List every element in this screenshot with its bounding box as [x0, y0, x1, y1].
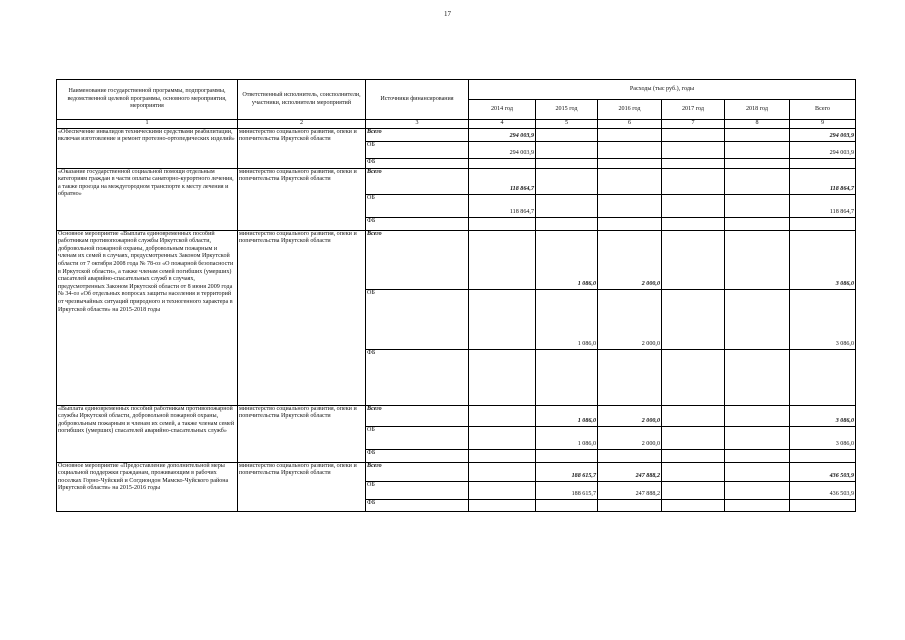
- header-source: Источники финансирования: [366, 80, 469, 120]
- fb-amount-cell: [725, 349, 790, 405]
- total-amount-cell: 294 003,9: [790, 128, 856, 141]
- funding-source-total: Всего: [366, 462, 469, 481]
- ob-amount-cell: 247 888,2: [598, 481, 662, 499]
- column-number: 3: [366, 120, 469, 129]
- header-executor: Ответственный исполнитель, соисполнители, участники, исполнители мероприятий: [238, 80, 366, 120]
- funding-source-total: Всего: [366, 168, 469, 194]
- fb-amount-cell: [598, 449, 662, 462]
- column-number: 1: [57, 120, 238, 129]
- total-amount-cell: [725, 405, 790, 426]
- fb-amount-cell: [536, 158, 598, 168]
- executor: министерство социального развития, опеки и попечительства Иркутской области: [238, 462, 366, 511]
- fb-amount-cell: [469, 449, 536, 462]
- fb-amount-cell: [469, 158, 536, 168]
- total-amount-cell: [662, 168, 725, 194]
- ob-amount-cell: [662, 289, 725, 349]
- fb-amount-cell: [598, 499, 662, 511]
- total-amount-cell: 3 086,0: [790, 230, 856, 289]
- fb-amount-cell: [598, 158, 662, 168]
- ob-amount-cell: 294 003,9: [790, 141, 856, 158]
- funding-source-fb: ФБ: [366, 349, 469, 405]
- fb-amount-cell: [725, 217, 790, 230]
- header-year: 2018 год: [725, 100, 790, 120]
- ob-amount-cell: 1 086,0: [536, 426, 598, 449]
- fb-amount-cell: [469, 217, 536, 230]
- total-amount-cell: [662, 462, 725, 481]
- total-amount-cell: [725, 462, 790, 481]
- fb-amount-cell: [790, 217, 856, 230]
- table-row: [57, 168, 856, 194]
- total-amount-cell: [469, 230, 536, 289]
- activity-name: «Обеспечение инвалидов техническими средствами реабилитации, включая изготовление и ремонт протезно-ортопедических изделий»: [57, 128, 238, 168]
- ob-amount-cell: [662, 141, 725, 158]
- total-amount-cell: 1 086,0: [536, 405, 598, 426]
- header-year: 2016 год: [598, 100, 662, 120]
- financing-table: [56, 79, 856, 512]
- total-amount-cell: 1 086,0: [536, 230, 598, 289]
- fb-amount-cell: [536, 449, 598, 462]
- activity-name: Основное мероприятие «Выплата единовременных пособий работникам противопожарной службы Иркутской области, добровольной пожарной охраны, добровольным пожарным и членам их семей в случаях, предусмотренных Законом Иркутской области от 7 октября 2008 года № 78-оз «О пожарной безопасности в Иркутской области», а также членам семей погибших (умерших) спасателей аварийно-спасательных служб в случаях, предусмотренных Законом Иркутской области от 8 июня 2009 года № 34-оз «Об отдельных вопросах защиты населения и территорий от чрезвычайных ситуаций природного и техногенного характера в Иркутской области» на 2015-2018 годы: [57, 230, 238, 405]
- ob-amount-cell: [725, 289, 790, 349]
- ob-amount-cell: [536, 141, 598, 158]
- funding-source-fb: ФБ: [366, 449, 469, 462]
- header-year: 2017 год: [662, 100, 725, 120]
- ob-amount-cell: 294 003,9: [469, 141, 536, 158]
- fb-amount-cell: [662, 349, 725, 405]
- total-amount-cell: [725, 168, 790, 194]
- fb-amount-cell: [536, 217, 598, 230]
- ob-amount-cell: 188 615,7: [536, 481, 598, 499]
- total-amount-cell: [662, 405, 725, 426]
- ob-amount-cell: [725, 481, 790, 499]
- total-amount-cell: [598, 128, 662, 141]
- total-amount-cell: 2 000,0: [598, 230, 662, 289]
- fb-amount-cell: [662, 158, 725, 168]
- total-amount-cell: [536, 128, 598, 141]
- fb-amount-cell: [536, 499, 598, 511]
- column-number: 6: [598, 120, 662, 129]
- ob-amount-cell: 3 086,0: [790, 426, 856, 449]
- page-number: 17: [444, 10, 451, 18]
- fb-amount-cell: [790, 449, 856, 462]
- ob-amount-cell: [598, 141, 662, 158]
- ob-amount-cell: 118 864,7: [790, 194, 856, 217]
- column-number: 5: [536, 120, 598, 129]
- total-amount-cell: 3 086,0: [790, 405, 856, 426]
- ob-amount-cell: [662, 194, 725, 217]
- column-number: 8: [725, 120, 790, 129]
- header-year: 2014 год: [469, 100, 536, 120]
- total-amount-cell: 436 503,9: [790, 462, 856, 481]
- total-amount-cell: 2 000,0: [598, 405, 662, 426]
- executor: министерство социального развития, опеки и попечительства Иркутской области: [238, 128, 366, 168]
- ob-amount-cell: [662, 426, 725, 449]
- activity-name: «Выплата единовременных пособий работникам противопожарной службы Иркутской области, добровольной пожарной охраны, добровольным пожарным и членам их семей, а также членам семей погибших (умерших) спасателей аварийно-спасательных служб»: [57, 405, 238, 462]
- column-number: 9: [790, 120, 856, 129]
- executor: министерство социального развития, опеки и попечительства Иркутской области: [238, 230, 366, 405]
- total-amount-cell: 118 864,7: [790, 168, 856, 194]
- ob-amount-cell: [725, 194, 790, 217]
- table-row: [57, 405, 856, 426]
- fb-amount-cell: [790, 158, 856, 168]
- executor: министерство социального развития, опеки и попечительства Иркутской области: [238, 405, 366, 462]
- total-amount-cell: [662, 128, 725, 141]
- ob-amount-cell: [469, 481, 536, 499]
- header-expenses: Расходы (тыс руб.), годы: [469, 80, 856, 100]
- funding-source-ob: ОБ: [366, 194, 469, 217]
- funding-source-total: Всего: [366, 405, 469, 426]
- fb-amount-cell: [790, 349, 856, 405]
- column-number: 4: [469, 120, 536, 129]
- fb-amount-cell: [469, 499, 536, 511]
- ob-amount-cell: [725, 426, 790, 449]
- activity-name: «Оказание государственной социальной помощи отдельным категориям граждан в части оплаты санаторно-курортного лечения, а также проезда на междугородном транспорте к месту лечения и обратно»: [57, 168, 238, 230]
- header-name: Наименование государственной программы, подпрограммы, ведомственной целевой программы, основного мероприятия, мероприятия: [57, 80, 238, 120]
- fb-amount-cell: [662, 449, 725, 462]
- ob-amount-cell: 1 086,0: [536, 289, 598, 349]
- total-amount-cell: [598, 168, 662, 194]
- ob-amount-cell: [662, 481, 725, 499]
- fb-amount-cell: [598, 349, 662, 405]
- activity-name: Основное мероприятие «Предоставление дополнительной меры социальной поддержки гражданам, проживающим в рабочих поселках Горно-Чуйский и Согдиондон Мамско-Чуйского района Иркутской области» на 2015-2016 годы: [57, 462, 238, 511]
- total-amount-cell: [469, 405, 536, 426]
- fb-amount-cell: [725, 499, 790, 511]
- table-row: [57, 128, 856, 141]
- ob-amount-cell: 436 503,9: [790, 481, 856, 499]
- total-amount-cell: [662, 230, 725, 289]
- funding-source-fb: ФБ: [366, 217, 469, 230]
- ob-amount-cell: 2 000,0: [598, 289, 662, 349]
- fb-amount-cell: [469, 349, 536, 405]
- table-row: [57, 462, 856, 481]
- executor: министерство социального развития, опеки и попечительства Иркутской области: [238, 168, 366, 230]
- ob-amount-cell: [536, 194, 598, 217]
- header-total: Всего: [790, 100, 856, 120]
- fb-amount-cell: [662, 499, 725, 511]
- total-amount-cell: [536, 168, 598, 194]
- funding-source-ob: ОБ: [366, 289, 469, 349]
- ob-amount-cell: [469, 426, 536, 449]
- fb-amount-cell: [790, 499, 856, 511]
- ob-amount-cell: 3 086,0: [790, 289, 856, 349]
- ob-amount-cell: [598, 194, 662, 217]
- fb-amount-cell: [725, 449, 790, 462]
- funding-source-ob: ОБ: [366, 426, 469, 449]
- total-amount-cell: 118 864,7: [469, 168, 536, 194]
- table-body: [57, 128, 856, 511]
- funding-source-fb: ФБ: [366, 499, 469, 511]
- fb-amount-cell: [725, 158, 790, 168]
- ob-amount-cell: 118 864,7: [469, 194, 536, 217]
- fb-amount-cell: [662, 217, 725, 230]
- funding-source-ob: ОБ: [366, 141, 469, 158]
- total-amount-cell: 188 615,7: [536, 462, 598, 481]
- funding-source-fb: ФБ: [366, 158, 469, 168]
- funding-source-total: Всего: [366, 128, 469, 141]
- column-number: 7: [662, 120, 725, 129]
- ob-amount-cell: [725, 141, 790, 158]
- total-amount-cell: 294 003,9: [469, 128, 536, 141]
- funding-source-ob: ОБ: [366, 481, 469, 499]
- ob-amount-cell: [469, 289, 536, 349]
- table-row: [57, 230, 856, 289]
- header-year: 2015 год: [536, 100, 598, 120]
- total-amount-cell: [469, 462, 536, 481]
- total-amount-cell: [725, 128, 790, 141]
- total-amount-cell: [725, 230, 790, 289]
- ob-amount-cell: 2 000,0: [598, 426, 662, 449]
- fb-amount-cell: [598, 217, 662, 230]
- total-amount-cell: 247 888,2: [598, 462, 662, 481]
- funding-source-total: Всего: [366, 230, 469, 289]
- fb-amount-cell: [536, 349, 598, 405]
- column-number: 2: [238, 120, 366, 129]
